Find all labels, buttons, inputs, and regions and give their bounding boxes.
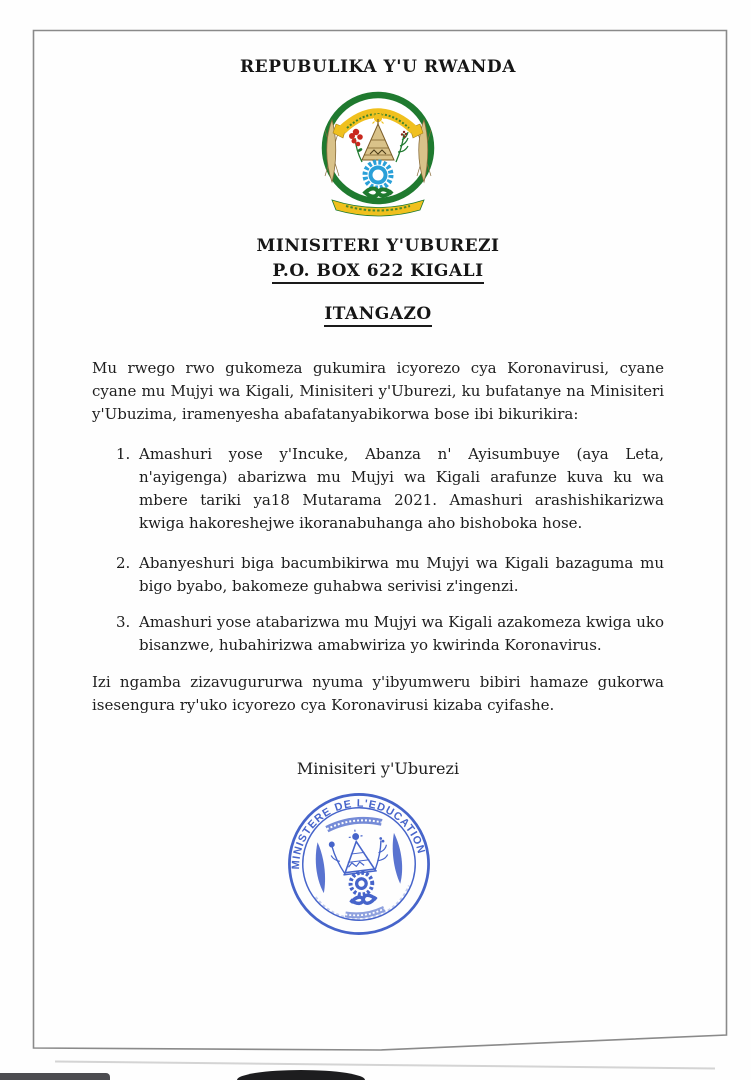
list-item-number: 1. <box>116 445 131 463</box>
scanner-background-band <box>0 1073 110 1080</box>
po-box-text: P.O. BOX 622 KIGALI <box>272 261 483 284</box>
announcement-title: ITANGAZO <box>324 304 431 327</box>
stamp-arc-text: MINISTERE DE L'EDUCATION <box>290 797 428 870</box>
paper-edge-shadow <box>55 1061 715 1070</box>
list-item-text: Amashuri yose atabarizwa mu Mujyi wa Kigali azakomeza kwiga uko bisanzwe, hubahirizwa amabwiriza yo kwirinda Koronavirus. <box>139 613 664 654</box>
scanner-background-band <box>237 1070 365 1080</box>
list-item-text: Abanyeshuri biga bacumbikirwa mu Mujyi wa Kigali bazaguma mu bigo byabo, bakomeze guhabwa serivisi z'ingenzi. <box>139 554 664 595</box>
list-item-number: 3. <box>116 613 131 631</box>
list-item <box>92 552 664 598</box>
list-item-number: 2. <box>116 554 131 572</box>
republic-title: REPUBULIKA Y'U RWANDA <box>239 57 517 77</box>
list-item <box>92 443 664 535</box>
rwanda-coat-of-arms <box>316 88 440 224</box>
announcement-title-line <box>92 304 664 327</box>
intro-paragraph: Mu rwego rwo gukomeza gukumira icyorezo cya Koronavirusi, cyane cyane mu Mujyi wa Kigali, Minisiteri y'Uburezi, ku bufatanye na Minisiteri y'Ubuzima, iramenyesha abafatanyabikorwa bose ibi bikurikira: <box>92 359 664 423</box>
document-content <box>92 0 664 778</box>
closing-paragraph: Izi ngamba zizavugururwa nyuma y'ibyumweru bibiri hamaze gukorwa isesengura ry'uko icyorezo cya Koronavirusi kizaba cyifashe. <box>92 673 664 714</box>
ministry-stamp-graphic <box>285 789 433 939</box>
ministry-stamp <box>285 789 433 939</box>
signature-line: Minisiteri y'Uburezi <box>296 759 460 778</box>
list-item-text: Amashuri yose y'Incuke, Abanza n' Ayisumbuye (aya Leta, n'ayigenga) abarizwa mu Mujyi wa Kigali arafunze kuva ku wa mbere tariki ya18 Mutarama 2021. Amashuri arashishikarizwa kwiga hakoreshejwe ikoranabuhanga aho bishoboka hose. <box>139 445 664 532</box>
ministry-title: MINISITERI Y'UBUREZI <box>256 236 500 256</box>
svg-text:MINISTERE DE L'EDUCATION <box>285 790 427 871</box>
po-box-line <box>92 261 664 284</box>
rwanda-coat-of-arms-graphic <box>316 88 440 220</box>
list-item <box>92 611 664 657</box>
